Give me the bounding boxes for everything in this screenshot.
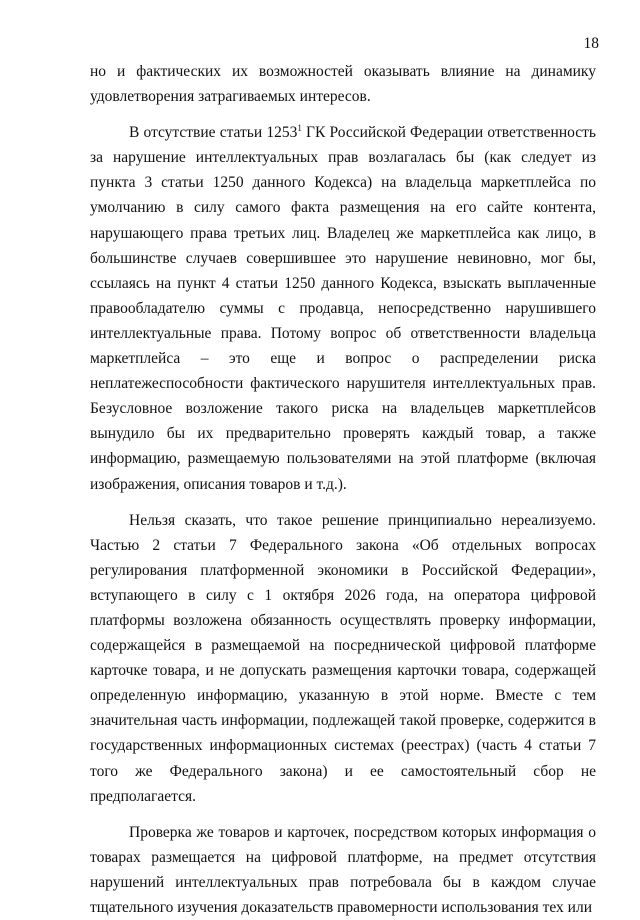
body-text	[90, 59, 596, 920]
paragraph-article-1253	[90, 120, 596, 496]
paragraph-text-start: В отсутствие статьи 1253	[129, 124, 298, 142]
paragraph-verification: Проверка же товаров и карточек, посредством которых информация о товарах размещается на цифровой платформе, на предмет отсутствия нарушений интеллектуальных прав потребовала бы в каждом случае тщательного изучения доказательств правомерности использования тех или	[90, 823, 596, 916]
paragraph-continuation: но и фактических их возможностей оказывать влияние на динамику удовлетворения затрагиваемых интересов.	[90, 63, 596, 106]
footnote-superscript: 1	[297, 123, 302, 134]
paragraph-platform-law: Нельзя сказать, что такое решение принципиально нереализуемо. Частью 2 статьи 7 Федерального закона «Об отдельных вопросах регулирования платформенной экономики в Российской Федерации», вступающего в силу с 1 октября 2026 года, на оператора цифровой платформы возложена обязанность осуществлять проверку информации, содержащейся в размещаемой на посреднической цифровой платформе карточке товара, и не допускать размещения карточки товара, содержащей определенную информацию, указанную в этой норме. Вместе с тем значительная часть информации, подлежащей такой проверке, содержится в государственных информационных системах (реестрах) (часть 4 статьи 7 того же Федерального закона) и ее самостоятельный сбор не предполагается.	[90, 511, 596, 805]
paragraph-text-end: ГК Российской Федерации ответственность за нарушение интеллектуальных прав возлагалась бы (как следует из пункта 3 статьи 1250 данного Кодекса) на владельца маркетплейса по умолчанию в силу самого факта размещения на его сайте контента, нарушающего права третьих лиц. Владелец же маркетплейса как лицо, в большинстве случаев совершившее это нарушение невиновно, мог бы, ссылаясь на пункт 4 статьи 1250 данного Кодекса, взыскать выплаченные правообладателю суммы с продавца, непосредственно нарушившего интеллектуальные права. Потому вопрос об ответственности владельца маркетплейса – это еще и вопрос о распределении риска неплатежеспособности фактического нарушителя интеллектуальных прав. Безусловное возложение такого риска на владельцев маркетплейсов вынудило бы их предварительно проверять каждый товар, а также информацию, размещаемую пользователями на этой платформе (включая изображения, описания товаров и т.д.).	[90, 124, 596, 493]
page-number: 18	[583, 35, 599, 52]
